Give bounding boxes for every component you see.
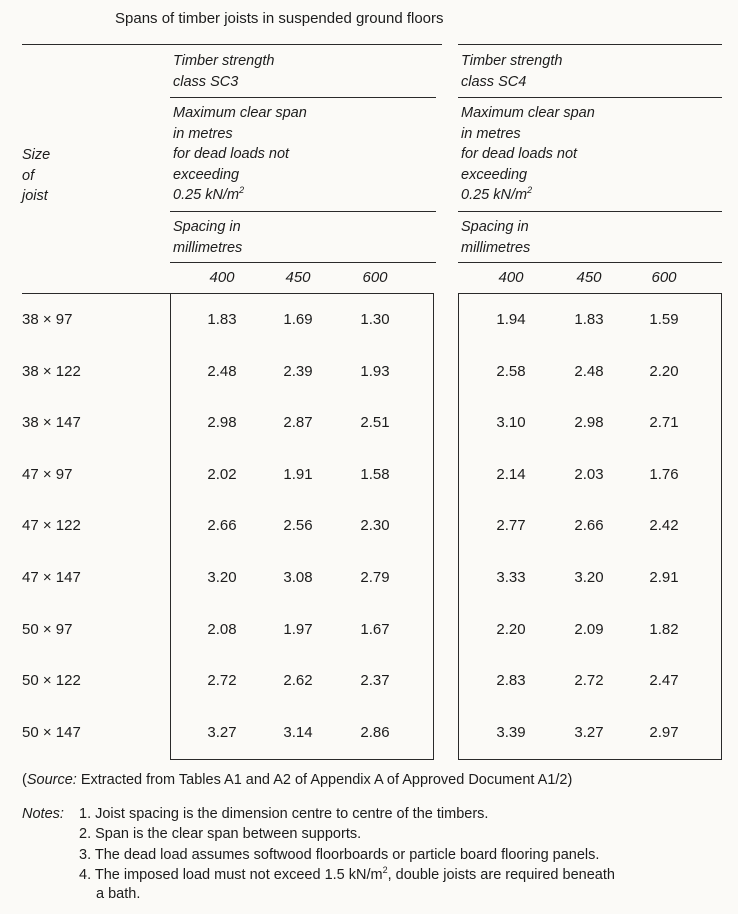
span-line: [173, 185, 307, 206]
table-cell-sc3: 3.20: [207, 569, 237, 586]
table-cell-sc3: 2.02: [207, 466, 237, 483]
table-cell-sc3: 2.48: [207, 363, 237, 380]
spacing-line: millimetres: [173, 239, 243, 256]
class-sc3-header: [173, 51, 274, 92]
table-cell-sc3: 2.62: [283, 672, 313, 689]
table-cell-sc3: 2.66: [207, 517, 237, 534]
note-text: 4. The imposed load must not exceed 1.5 kN/m: [79, 867, 383, 883]
span-unit: 0.25 kN/m: [173, 187, 240, 203]
table-cell-sc4: 2.71: [649, 414, 679, 431]
span-sc4-header: [461, 103, 595, 206]
table-cell-sc4: 1.76: [649, 466, 679, 483]
note-item-continuation: a bath.: [96, 886, 141, 902]
table-cell-sc3: 3.14: [283, 724, 313, 741]
class-line: Timber strength: [461, 53, 563, 69]
class-line: class SC4: [461, 73, 527, 90]
span-line: for dead loads not: [173, 146, 290, 162]
table-cell-sc4: 3.27: [574, 724, 604, 741]
table-cell-sc3: 2.79: [360, 569, 390, 586]
spacing-sc3-450: 450: [285, 269, 311, 286]
table-cell-sc4: 2.03: [574, 466, 604, 483]
spacing-line: millimetres: [461, 239, 531, 256]
source-label: Source:: [26, 772, 77, 788]
table-cell-sc4: 1.83: [574, 311, 604, 328]
top-rule-left: [22, 44, 442, 45]
span-unit: 0.25 kN/m: [461, 187, 528, 203]
table-cell-sc3: 2.37: [360, 672, 390, 689]
table-cell-sc4: 3.33: [496, 569, 526, 586]
span-sc3-header: [173, 103, 307, 206]
span-line: Maximum clear span: [461, 105, 595, 121]
note-item: 3. The dead load assumes softwood floorboards or particle board flooring panels.: [79, 847, 600, 863]
spacing-sc4-600: 600: [651, 269, 677, 286]
row-size-label: 47 × 122: [22, 517, 81, 534]
table-cell-sc4: 3.39: [496, 724, 526, 741]
table-cell-sc3: 1.97: [283, 621, 313, 638]
row-size-label: 50 × 122: [22, 672, 81, 689]
rule-sc4-2: [458, 211, 722, 212]
table-cell-sc4: 2.83: [496, 672, 526, 689]
table-cell-sc4: 2.09: [574, 621, 604, 638]
table-cell-sc4: 1.59: [649, 311, 679, 328]
span-line: exceeding: [461, 166, 528, 183]
span-unit-sup: 2: [527, 185, 533, 196]
table-cell-sc4: 3.10: [496, 414, 526, 431]
span-line: for dead loads not: [461, 146, 578, 162]
table-cell-sc4: 1.82: [649, 621, 679, 638]
class-line: Timber strength: [173, 53, 275, 69]
span-unit-sup: 2: [239, 185, 245, 196]
size-header: [22, 145, 50, 207]
table-cell-sc3: 2.39: [283, 363, 313, 380]
row-size-label: 38 × 122: [22, 363, 81, 380]
table-cell-sc4: 2.97: [649, 724, 679, 741]
note-sup: 2: [382, 865, 388, 876]
table-cell-sc4: 2.20: [649, 363, 679, 380]
table-cell-sc3: 2.98: [207, 414, 237, 431]
table-cell-sc3: 1.69: [283, 311, 313, 328]
row-size-label: 38 × 97: [22, 311, 73, 328]
source-note: [22, 772, 572, 788]
table-cell-sc3: 1.83: [207, 311, 237, 328]
size-header-line: joist: [22, 188, 48, 204]
span-line: in metres: [173, 125, 233, 142]
rule-sc3-3: [170, 262, 436, 263]
table-cell-sc3: 2.87: [283, 414, 313, 431]
span-line: [461, 185, 595, 206]
span-line: Maximum clear span: [173, 105, 307, 121]
table-cell-sc4: 2.20: [496, 621, 526, 638]
source-text: Extracted from Tables A1 and A2 of Appendix A of Approved Document A1/2): [76, 772, 573, 788]
class-line: class SC3: [173, 73, 239, 90]
note-text: , double joists are required beneath: [387, 867, 615, 883]
size-header-line: of: [22, 167, 35, 184]
table-cell-sc3: 1.30: [360, 311, 390, 328]
table-cell-sc4: 2.72: [574, 672, 604, 689]
table-cell-sc3: 2.56: [283, 517, 313, 534]
table-cell-sc4: 3.20: [574, 569, 604, 586]
table-cell-sc4: 2.98: [574, 414, 604, 431]
table-cell-sc4: 2.42: [649, 517, 679, 534]
spacing-sc4-header: [461, 217, 530, 258]
rule-sc4-1: [458, 97, 722, 98]
table-cell-sc3: 2.86: [360, 724, 390, 741]
table-cell-sc3: 2.30: [360, 517, 390, 534]
span-line: exceeding: [173, 166, 240, 183]
row-size-label: 50 × 147: [22, 724, 81, 741]
note-item: [79, 867, 615, 883]
note-item: 1. Joist spacing is the dimension centre to centre of the timbers.: [79, 806, 489, 822]
table-cell-sc4: 1.94: [496, 311, 526, 328]
size-column-rule: [22, 293, 170, 294]
table-cell-sc4: 2.66: [574, 517, 604, 534]
table-cell-sc3: 1.93: [360, 363, 390, 380]
table-cell-sc4: 2.58: [496, 363, 526, 380]
rule-sc4-3: [458, 262, 722, 263]
span-line: in metres: [461, 125, 521, 142]
spacing-sc3-header: [173, 217, 242, 258]
rule-sc3-1: [170, 97, 436, 98]
table-cell-sc3: 2.72: [207, 672, 237, 689]
top-rule-right: [458, 44, 722, 45]
spacing-sc4-450: 450: [576, 269, 602, 286]
table-cell-sc4: 2.77: [496, 517, 526, 534]
table-cell-sc4: 2.14: [496, 466, 526, 483]
row-size-label: 50 × 97: [22, 621, 73, 638]
table-cell-sc3: 1.58: [360, 466, 390, 483]
class-sc4-header: [461, 51, 562, 92]
row-size-label: 38 × 147: [22, 414, 81, 431]
spacing-sc3-400: 400: [209, 269, 235, 286]
table-cell-sc4: 2.91: [649, 569, 679, 586]
table-cell-sc3: 2.51: [360, 414, 390, 431]
spacing-line: Spacing in: [173, 219, 241, 235]
table-title: Spans of timber joists in suspended ground floors: [115, 10, 444, 27]
table-cell-sc3: 1.67: [360, 621, 390, 638]
table-cell-sc3: 1.91: [283, 466, 313, 483]
note-item: 2. Span is the clear span between supports.: [79, 826, 362, 842]
source-open: (: [22, 772, 27, 788]
table-cell-sc4: 2.47: [649, 672, 679, 689]
table-cell-sc3: 3.08: [283, 569, 313, 586]
spacing-sc4-400: 400: [498, 269, 524, 286]
table-cell-sc3: 2.08: [207, 621, 237, 638]
spacing-sc3-600: 600: [362, 269, 388, 286]
rule-sc3-2: [170, 211, 436, 212]
notes-label: Notes:: [22, 806, 64, 822]
spacing-line: Spacing in: [461, 219, 529, 235]
table-cell-sc3: 3.27: [207, 724, 237, 741]
row-size-label: 47 × 147: [22, 569, 81, 586]
size-header-line: Size: [22, 147, 51, 163]
row-size-label: 47 × 97: [22, 466, 73, 483]
table-cell-sc4: 2.48: [574, 363, 604, 380]
